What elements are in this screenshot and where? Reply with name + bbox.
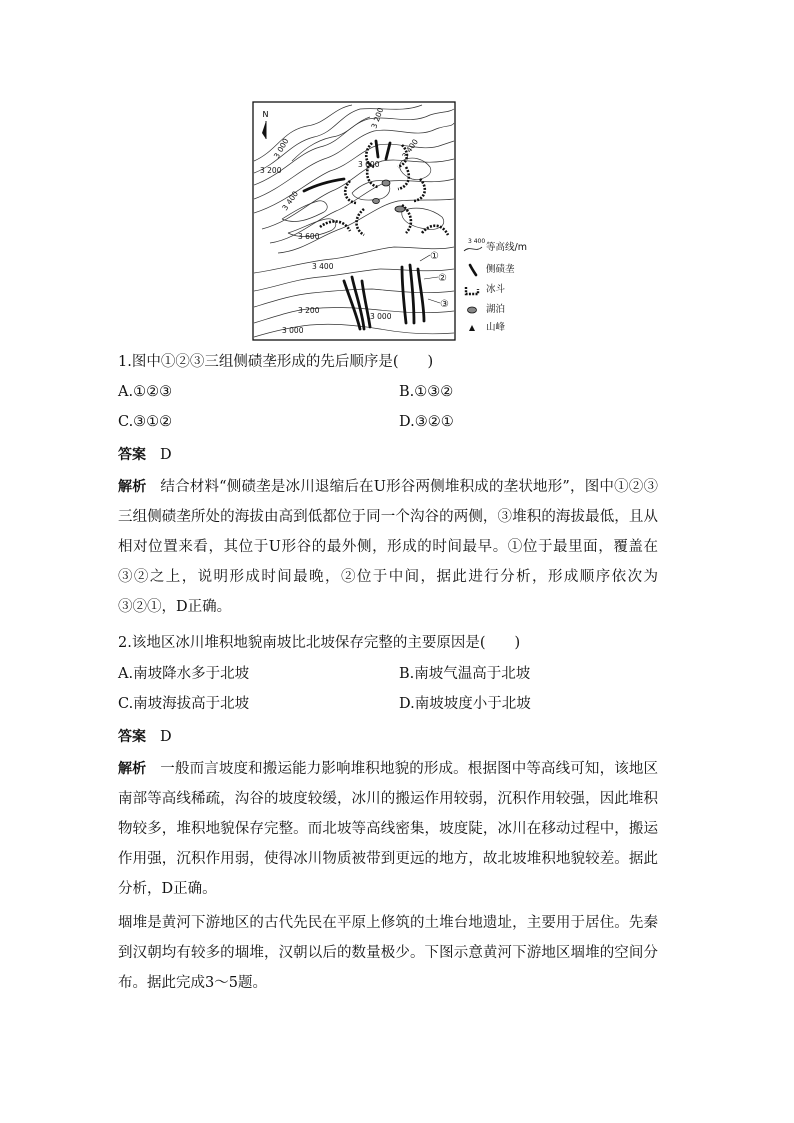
contour-label: 3 400 <box>400 137 420 161</box>
contour-map <box>252 101 456 341</box>
q1-answer-line <box>118 445 172 465</box>
q1-answer: D <box>160 447 172 463</box>
q1-analysis <box>118 472 658 622</box>
contour-label: 3 600 <box>358 160 380 169</box>
material-intro <box>118 908 658 998</box>
contour-label: 3 400 <box>280 189 300 213</box>
q1-option-b[interactable]: B.①③② <box>399 384 454 400</box>
legend-label: 山峰 <box>486 322 506 333</box>
legend-label: 湖泊 <box>486 304 506 315</box>
q2-option-d[interactable]: D.南坡坡度小于北坡 <box>399 696 531 712</box>
q2-option-a[interactable]: A.南坡降水多于北坡 <box>118 666 250 682</box>
legend-contour-value: 3 400 <box>468 238 486 245</box>
legend-row-peak <box>462 321 552 335</box>
q1-option-a[interactable]: A.①②③ <box>118 384 173 400</box>
material-intro-text: 堌堆是黄河下游地区的古代先民在平原上修筑的土堆台地遗址，主要用于居住。先秦到汉朝均有较多的堌堆，汉朝以后的数量极少。下图示意黄河下游地区堌堆的空间分布。据此完成3～5题。 <box>118 915 658 991</box>
peak-icon <box>462 321 484 335</box>
north-label: N <box>262 110 269 119</box>
q1-option-c[interactable]: C.③①② <box>118 414 173 430</box>
contour-label: 3 200 <box>260 166 282 175</box>
contour-label: 3 000 <box>271 136 291 160</box>
contour-label: 3 000 <box>370 312 392 321</box>
q2-option-c[interactable]: C.南坡海拔高于北坡 <box>118 696 250 712</box>
question-1-stem: 1.图中①②③三组侧碛垄形成的先后顺序是( ) <box>118 354 434 370</box>
answer-tag: 答案 <box>118 729 146 745</box>
contour-label: 3 600 <box>298 232 320 241</box>
q2-analysis <box>118 754 658 904</box>
contour-label: 3 200 <box>298 306 320 315</box>
answer-tag: 答案 <box>118 447 146 463</box>
legend-label: 冰斗 <box>486 284 506 295</box>
cirque-icon <box>462 283 484 297</box>
q2-answer: D <box>160 729 172 745</box>
contour-label: 3 200 <box>369 106 386 130</box>
q2-analysis-text: 一般而言坡度和搬运能力影响堆积地貌的形成。根据图中等高线可知，该地区南部等高线稀疏，沟谷的坡度较缓，冰川的搬运作用较弱，沉积作用较强，因此堆积物较多，堆积地貌保存完整。而北坡等高线密集，坡度陡，冰川在移动过程中，搬运作用强，沉积作用弱，使得冰川物质被带到更远的地方，故北坡堆积地貌较差。据此分析，D正确。 <box>118 761 659 897</box>
lateral-moraine-icon <box>462 263 484 277</box>
q1-analysis-text: 结合材料“侧碛垄是冰川退缩后在U形谷两侧堆积成的垄状地形”，图中①②③三组侧碛垄所处的海拔由高到低都位于同一个沟谷的两侧，③堆积的海拔最低，且从相对位置来看，其位于U形谷的最外侧，形成的时间最早。①位于最里面，覆盖在③②之上，说明形成时间最晚，②位于中间，据此进行分析，形成顺序依次为③②①，D正确。 <box>118 479 659 615</box>
circled-label: ③ <box>440 299 449 310</box>
question-2-stem: 2.该地区冰川堆积地貌南坡比北坡保存完整的主要原因是( ) <box>118 635 521 651</box>
legend-row-moraine <box>462 263 552 277</box>
glacier-topographic-map <box>252 101 548 341</box>
q1-option-d[interactable]: D.③②① <box>399 414 454 430</box>
analysis-tag: 解析 <box>118 761 147 777</box>
contour-label: 3 400 <box>312 262 334 271</box>
lake-icon <box>462 303 484 317</box>
legend-row-lake <box>462 303 552 317</box>
legend-label: 等高线/m <box>486 242 527 253</box>
legend-label: 侧碛垄 <box>486 264 515 275</box>
circled-label: ① <box>430 251 439 262</box>
circled-label: ② <box>438 273 447 284</box>
legend-row-contour <box>462 238 552 255</box>
q2-answer-line <box>118 727 172 747</box>
analysis-tag: 解析 <box>118 479 147 495</box>
contour-label: 3 000 <box>282 326 304 335</box>
q2-option-b[interactable]: B.南坡气温高于北坡 <box>399 666 531 682</box>
legend-row-cirque <box>462 283 552 297</box>
